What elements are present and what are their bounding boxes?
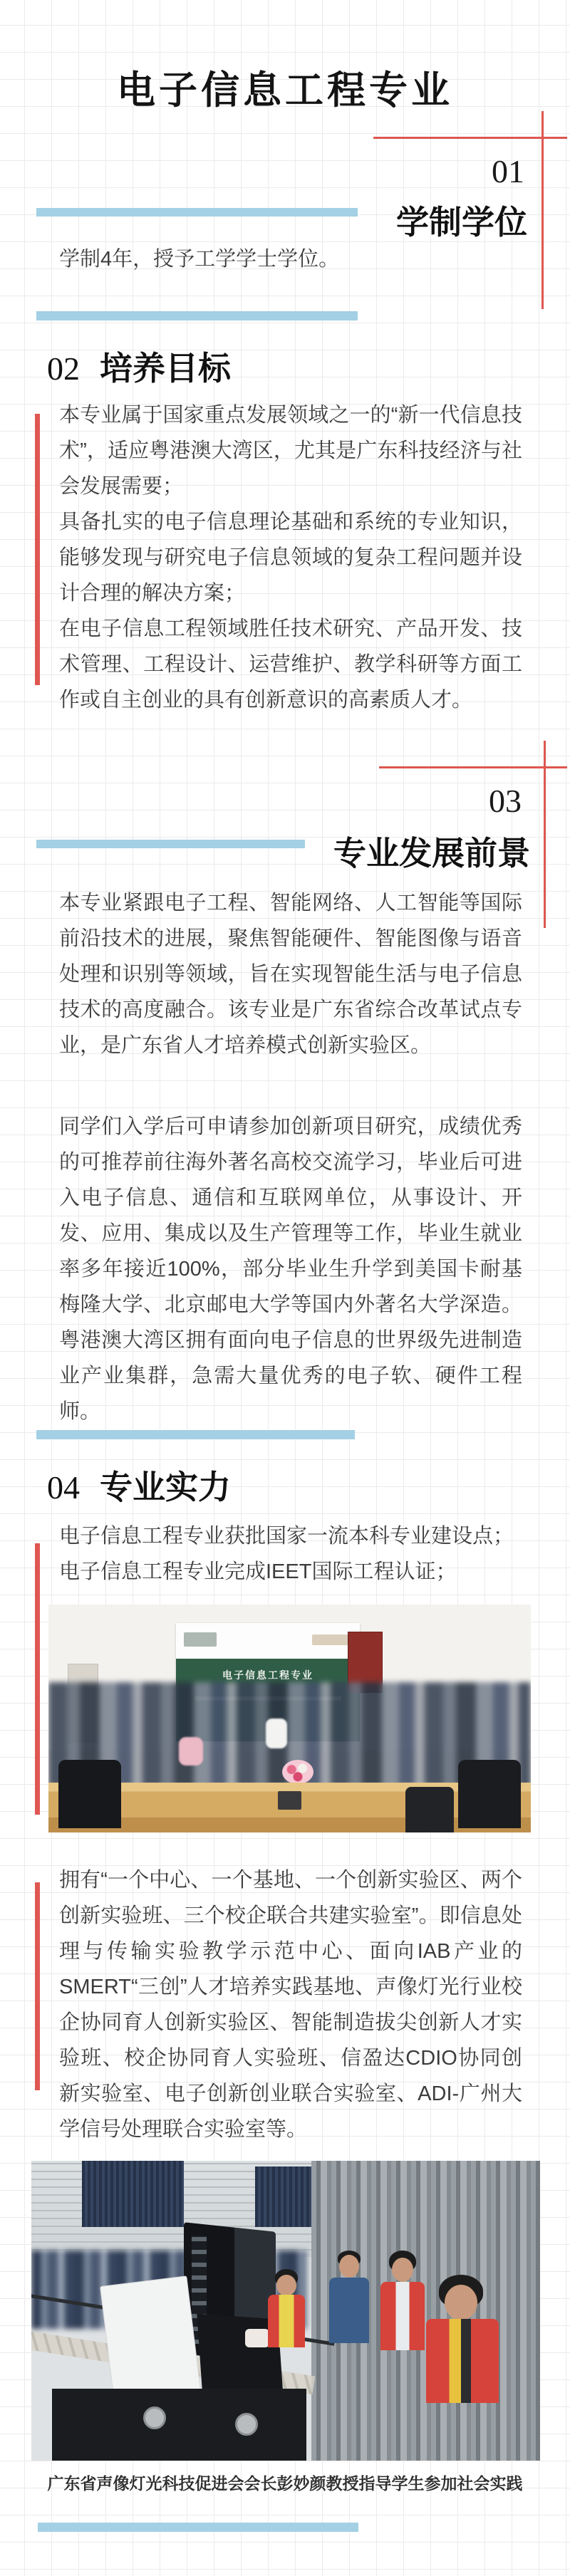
paragraph: 学制4年，授予工学学士学位。: [59, 248, 340, 271]
section-02-body: [59, 397, 522, 718]
section-03-title: 专业发展前景: [333, 835, 530, 872]
section-02-accent-bar: [35, 414, 40, 685]
section-04-accent-bar-1: [35, 1543, 40, 1815]
social-practice-photo: [31, 2161, 540, 2461]
paragraph: 电子信息工程专业获批国家一流本科专业建设点；: [59, 1525, 514, 1548]
office-chair: [58, 1760, 121, 1828]
student-red-vest: [265, 2269, 308, 2347]
section-04-body: [59, 1862, 522, 2147]
page-title: 电子信息工程专业: [117, 69, 453, 112]
photo-person-white: [266, 1719, 287, 1748]
photo-person-pink: [179, 1737, 203, 1766]
road-case: [52, 2389, 306, 2461]
section-02-highlight-bar: [36, 311, 358, 320]
section-04-bullets: [59, 1518, 522, 1590]
section-03-highlight-bar: [36, 840, 305, 848]
section-04-title: 专业实力: [100, 1469, 231, 1506]
paragraph: 本专业紧跟电子工程、智能网络、人工智能等国际前沿技术的进展，聚焦智能硬件、智能图像与语音处理和识别等领域，旨在实现智能生活与电子信息技术的高度融合。该专业是广东省综合改革试点专业，是广东省人才培养模式创新实验区。: [59, 892, 522, 1057]
section-03-crosshair-vline: [544, 741, 546, 928]
section-01-crosshair-hline: [373, 137, 567, 139]
section-02-title: 培养目标: [100, 350, 231, 387]
section-04-highlight-bar: [36, 1430, 355, 1439]
paragraph: 本专业属于国家重点发展领域之一的“新一代信息技术”，适应粤港澳大湾区，尤其是广东科技经济与社会发展需要；: [59, 404, 522, 498]
paragraph: 拥有“一个中心、一个基地、一个创新实验区、两个创新实验班、三个校企联合共建实验室”。即信息处理与传输实验教学示范中心、面向IAB产业的SMERT“三创”人才培养实践基地、声像灯光行业校企协同育人创新实验区、智能制造拔尖创新人才实验班、校企协同育人实验班、信盈达CDIO协同创新实验室、电子创新创业联合实验室、ADI-广州大学信号处理联合实验室等。: [59, 1869, 522, 2141]
flower-bouquet: [282, 1760, 314, 1784]
university-logo: [184, 1632, 217, 1647]
paragraph: 同学们入学后可申请参加创新项目研究，成绩优秀的可推荐前往海外著名高校交流学习，毕业后可进入电子信息、通信和互联网单位，从事设计、开发、应用、集成以及生产管理等工作，毕业生就业率多年接近100%，部分毕业生升学到美国卡耐基梅隆大学、北京邮电大学等国内外著名大学深造。粤港澳大湾区拥有面向电子信息的世界级先进制造业产业集群，急需大量优秀的电子软、硬件工程师。: [59, 1115, 522, 1423]
section-02-heading: [47, 343, 231, 390]
photo-caption: 广东省声像灯光科技促进会会长彭妙颜教授指导学生参加社会实践: [47, 2474, 523, 2493]
section-04-accent-bar-2: [35, 1882, 40, 2090]
section-02-number: 02: [47, 350, 80, 387]
section-01-crosshair-vline: [542, 111, 544, 309]
faculty-group-photo: [48, 1605, 531, 1832]
paragraph: 具备扎实的电子信息理论基础和系统的专业知识，能够发现与研究电子信息领域的复杂工程问题并设计合理的解决方案；: [59, 511, 522, 605]
section-04-number: 04: [47, 1469, 80, 1506]
section-03-number: 03: [489, 783, 522, 819]
office-chair: [405, 1787, 454, 1832]
student-blue-jacket: [326, 2251, 372, 2343]
student-glasses-red-vest: [378, 2251, 428, 2350]
footer-highlight-bar: [38, 2523, 358, 2532]
led-screen: [82, 2161, 184, 2227]
section-03-crosshair-hline: [379, 766, 567, 768]
teacher-red-vest: [423, 2275, 502, 2403]
paragraph: 在电子信息工程领域胜任技术研究、产品开发、技术管理、工程设计、运营维护、教学科研等方面工作或自主创业的具有创新意识的高素质人才。: [59, 617, 522, 711]
section-01-title: 学制学位: [396, 204, 527, 241]
table-device: [278, 1791, 302, 1810]
case-latch: [235, 2413, 258, 2436]
office-chair: [458, 1760, 521, 1828]
paragraph: 电子信息工程专业完成IEET国际工程认证；: [59, 1560, 457, 1583]
section-04-heading: [47, 1461, 231, 1508]
section-01-number: 01: [492, 153, 524, 189]
section-01-highlight-bar: [36, 208, 358, 217]
section-03-body: [59, 885, 522, 1429]
certification-mark: [312, 1634, 353, 1645]
banner-text: 电子信息工程专业: [222, 1669, 314, 1681]
section-01-body: [59, 241, 522, 277]
